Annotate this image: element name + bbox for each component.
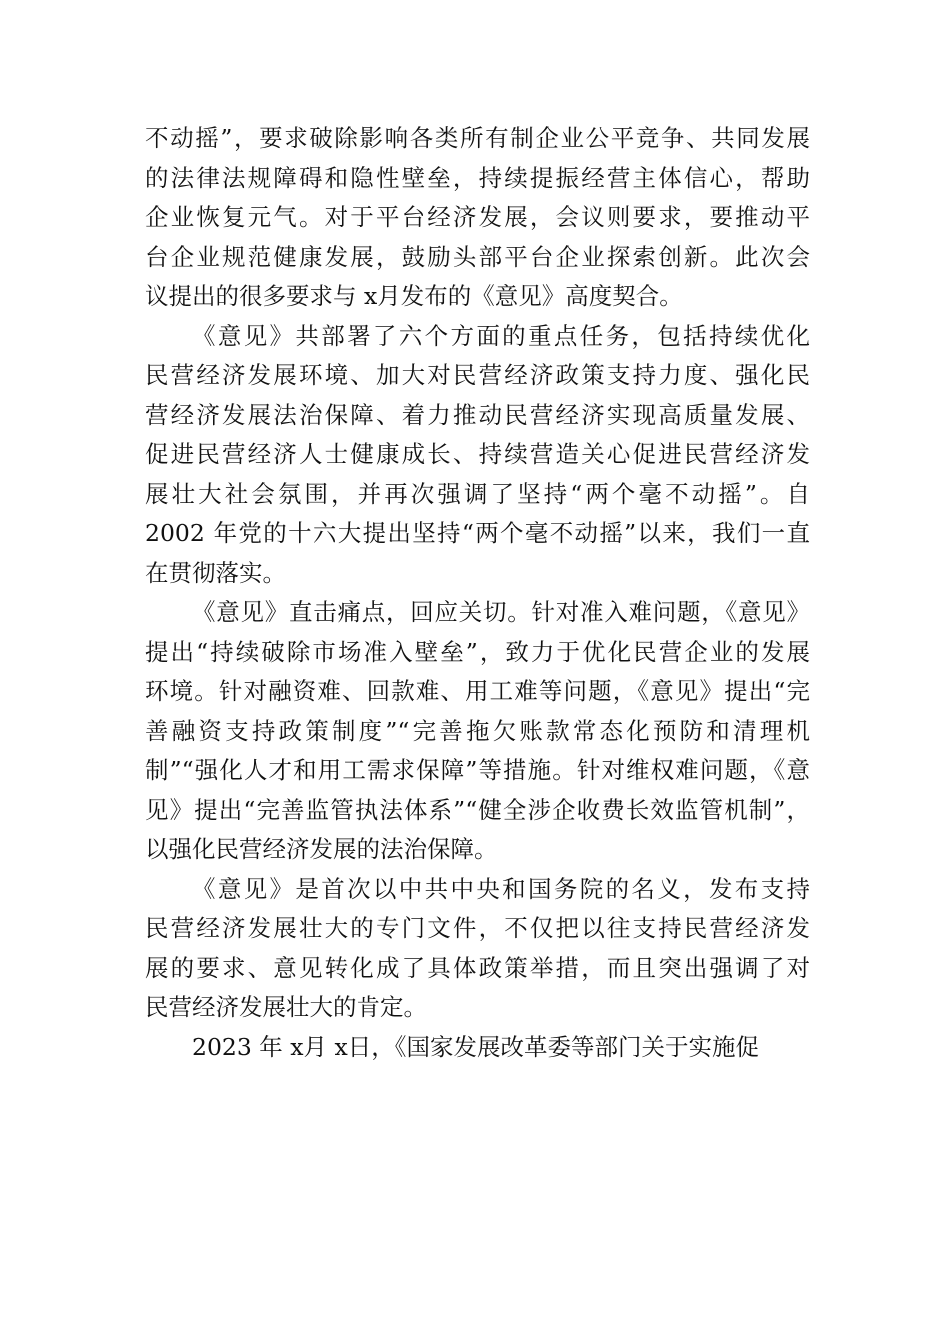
- paragraph-1: [145, 119, 810, 317]
- paragraph-2: [145, 317, 810, 594]
- text-line: 民营经济发展壮大的肯定。: [145, 993, 427, 1021]
- text-line: 环境。针对融资难、回款难、用工难等问题，《意见》提出“完: [145, 677, 810, 705]
- text-line: 议提出的很多要求与 x月发布的《意见》高度契合。: [145, 282, 683, 310]
- text-line: 促进民营经济人士健康成长、持续营造关心促进民营经济发: [145, 440, 810, 468]
- text-line: 以强化民营经济发展的法治保障。: [145, 835, 498, 863]
- text-line: 展的要求、意见转化成了具体政策举措，而且突出强调了对: [145, 953, 810, 982]
- text-line: 企业恢复元气。对于平台经济发展，会议则要求，要推动平: [145, 203, 810, 231]
- text-line: 《意见》是首次以中共中央和国务院的名义，发布支持: [192, 874, 810, 903]
- text-line: 民营经济发展环境、加大对民营经济政策支持力度、强化民: [145, 361, 810, 389]
- text-line: 台企业规范健康发展，鼓励头部平台企业探索创新。此次会: [145, 242, 810, 271]
- text-line: 展壮大社会氛围，并再次强调了坚持“两个毫不动摇”。自: [145, 479, 810, 508]
- paragraph-5: [145, 1028, 810, 1068]
- text-line: 提出“持续破除市场准入壁垒”，致力于优化民营企业的发展: [145, 637, 810, 666]
- text-line: 民营经济发展壮大的专门文件，不仅把以往支持民营经济发: [145, 914, 810, 942]
- text-line: 营经济发展法治保障、着力推动民营经济实现高质量发展、: [145, 400, 810, 429]
- text-line: 见》提出“完善监管执法体系”“健全涉企收费长效监管机制”，: [145, 795, 810, 824]
- paragraph-4: [145, 870, 810, 1028]
- text-line: 的法律法规障碍和隐性壁垒，持续提振经营主体信心，帮助: [145, 163, 810, 192]
- paragraph-3: [145, 593, 810, 870]
- text-line: 在贯彻落实。: [145, 558, 286, 587]
- text-line: 善融资支持政策制度”“完善拖欠账款常态化预防和清理机: [145, 716, 810, 745]
- text-line: 2023 年 x月 x日，《国家发展改革委等部门关于实施促: [192, 1032, 759, 1061]
- text-line: 《意见》直击痛点，回应关切。针对准入难问题，《意见》: [192, 598, 810, 626]
- text-line: 《意见》共部署了六个方面的重点任务，包括持续优化: [192, 321, 810, 350]
- body-text: [145, 119, 810, 1067]
- text-line: 2002 年党的十六大提出坚持“两个毫不动摇”以来，我们一直: [145, 519, 810, 547]
- text-line: 不动摇”，要求破除影响各类所有制企业公平竞争、共同发展: [145, 124, 810, 152]
- text-line: 制”“强化人才和用工需求保障”等措施。针对维权难问题，《意: [145, 756, 810, 784]
